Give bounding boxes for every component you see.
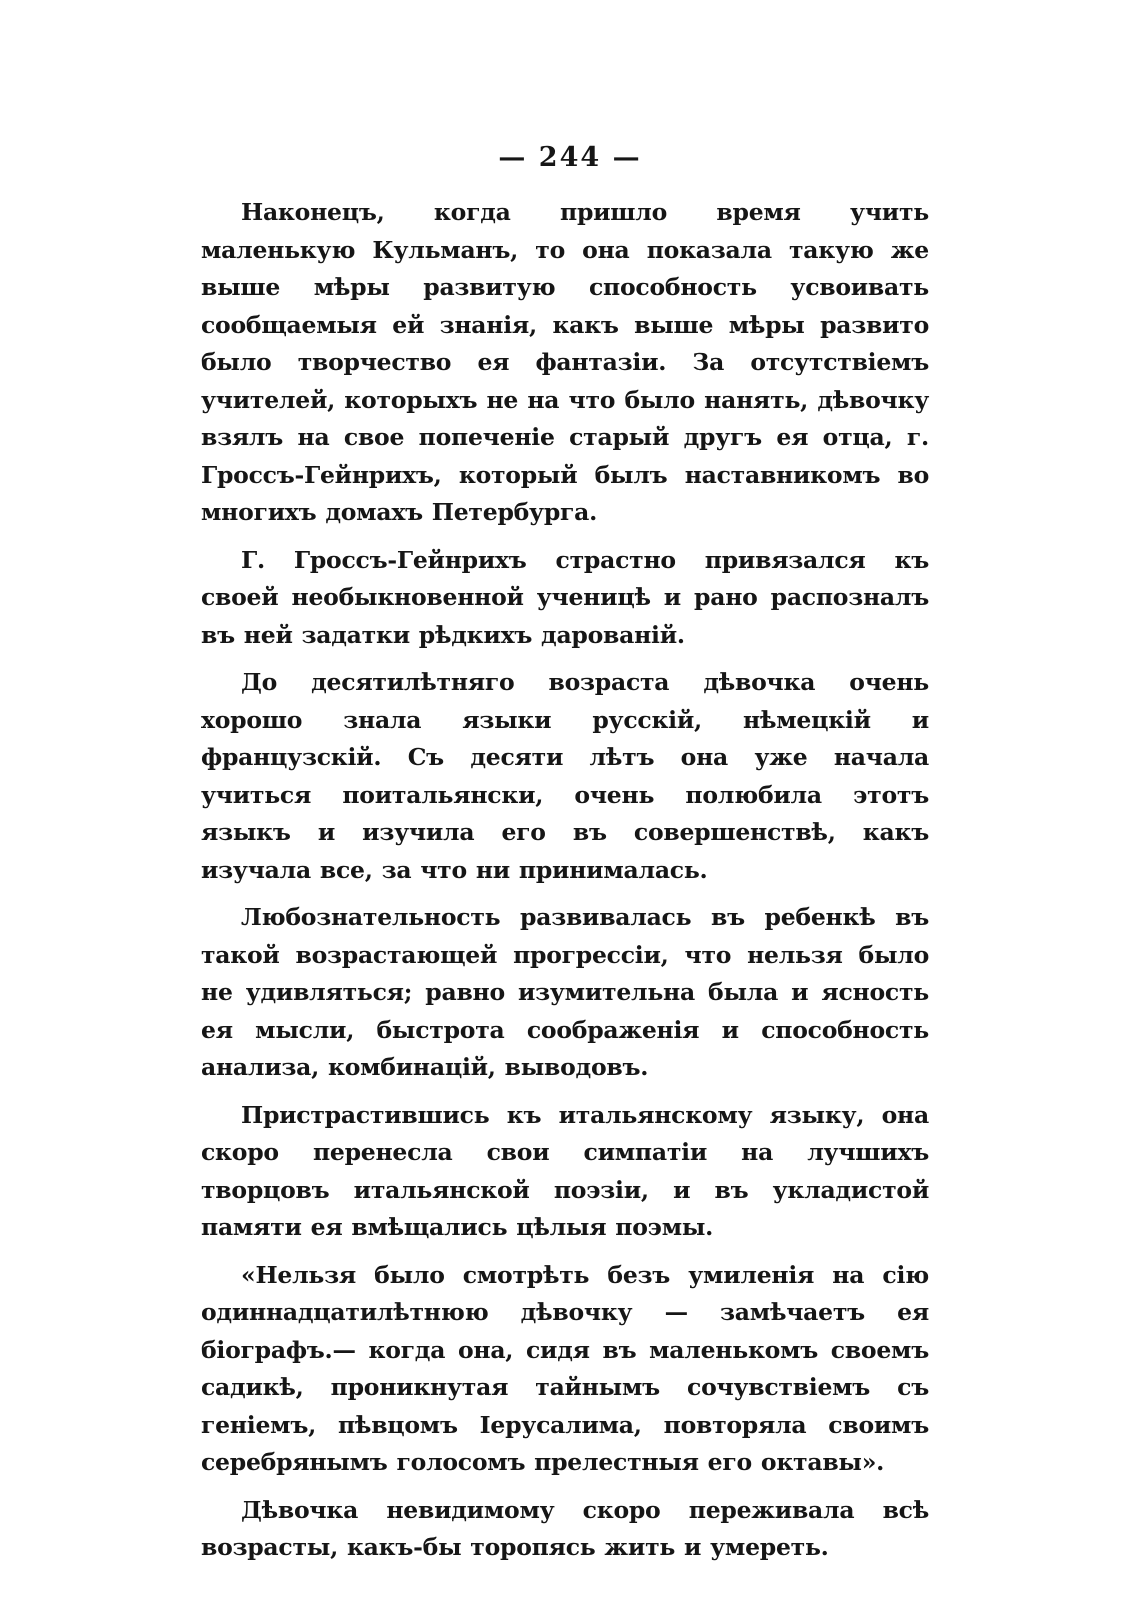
paragraph-7: Дѣвочка невидимому скоро переживала всѣ возрасты, какъ-бы торопясь жить и умереть.	[201, 1495, 929, 1561]
page-body	[201, 194, 929, 1577]
paragraph-1: Наконецъ, когда пришло время учить маленькую Кульманъ, то она показала такую же выше мѣры развитую способность усвоивать сообщаемыя ей знанія, какъ выше мѣры развито было творчество ея фантазіи. За отсутствіемъ учителей, которыхъ не на что было нанять, дѣвочку взялъ на свое попеченіе старый другъ ея отца, г. Гроссъ-Гейнрихъ, который былъ наставникомъ во многихъ домахъ Петербурга.	[201, 198, 929, 526]
paragraph-5: Пристрастившись къ итальянскому языку, она скоро перенесла свои симпатіи на лучшихъ творцовъ итальянской поэзіи, и въ укладистой памяти ея вмѣщались цѣлыя поэмы.	[201, 1100, 929, 1241]
paragraph-4: Любознательность развивалась въ ребенкѣ въ такой возрастающей прогрессіи, что нельзя было не удивляться; равно изумительна была и ясность ея мысли, быстрота соображенія и способность анализа, комбинацій, выводовъ.	[201, 903, 929, 1081]
paragraph-2: Г. Гроссъ-Гейнрихъ страстно привязался къ своей необыкновенной ученицѣ и рано распозналъ въ ней задатки рѣдкихъ дарованій.	[201, 545, 929, 649]
paragraph-3: До десятилѣтняго возраста дѣвочка очень хорошо знала языки русскій, нѣмецкій и французскій. Съ десяти лѣтъ она уже начала учиться поитальянски, очень полюбила этотъ языкъ и изучила его въ совершенствѣ, какъ изучала все, за что ни принималась.	[201, 668, 929, 884]
page-number: — 244 —	[498, 142, 642, 173]
paragraph-6: «Нельзя было смотрѣть безъ умиленія на сію одиннадцатилѣтнюю дѣвочку — замѣчаетъ ея біографъ.— когда она, сидя въ маленькомъ своемъ садикѣ, проникнутая тайнымъ сочувствіемъ съ геніемъ, пѣвцомъ Іерусалима, повторяла своимъ серебрянымъ голосомъ прелестныя его октавы».	[201, 1260, 929, 1476]
